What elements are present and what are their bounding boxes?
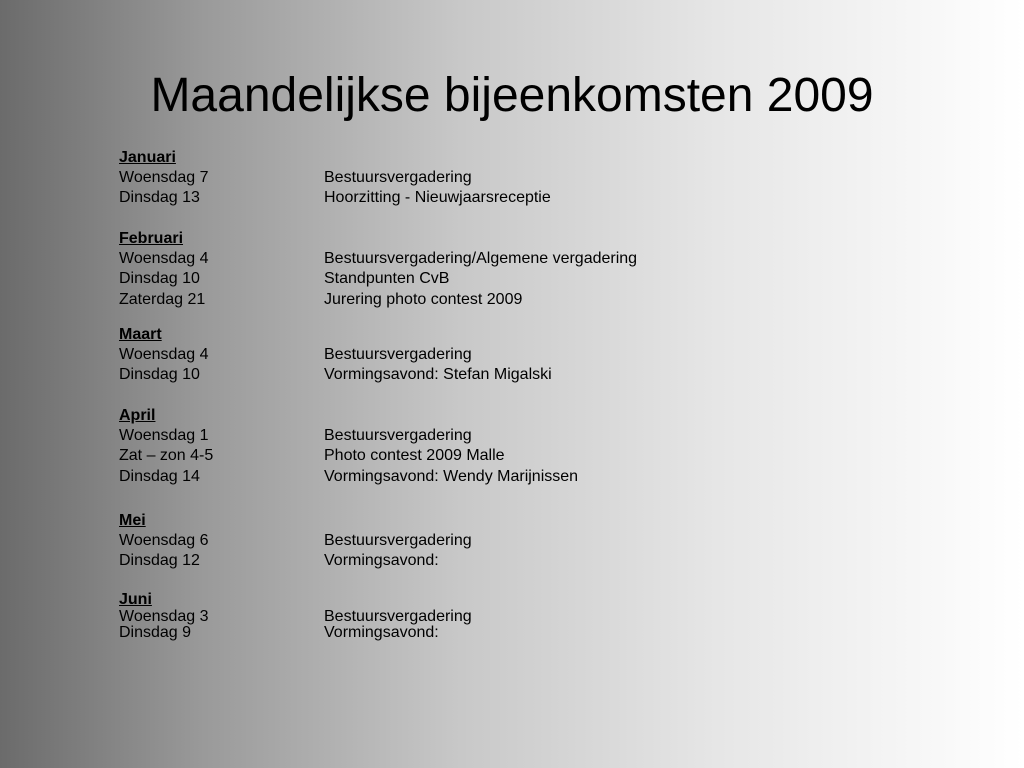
spacer [119,310,819,324]
entry-event: Bestuursvergadering/Algemene vergadering [324,249,638,267]
entry-event: Jurering photo contest 2009 [324,290,523,308]
entry-date: Woensdag 6 [119,531,209,549]
schedule-row [119,531,819,551]
schedule-row [119,467,819,487]
entry-event: Bestuursvergadering [324,426,472,444]
month-heading-april: April [119,406,156,424]
meeting-schedule [119,147,819,641]
spacer [119,386,819,405]
entry-date: Woensdag 4 [119,249,209,267]
entry-date: Zat – zon 4-5 [119,447,214,465]
schedule-row [119,269,819,289]
entry-event: Hoorzitting - Nieuwjaarsreceptie [324,189,551,207]
entry-event: Standpunten CvB [324,270,450,288]
spacer [119,572,819,591]
schedule-row [119,609,819,625]
entry-event: Vormingsavond: Stefan Migalski [324,366,552,384]
entry-date: Woensdag 4 [119,345,209,363]
entry-date: Dinsdag 10 [119,366,200,384]
schedule-row [119,365,819,385]
schedule-row [119,625,819,641]
page-title: Maandelijkse bijeenkomsten 2009 [150,69,874,122]
entry-event: Bestuursvergadering [324,169,472,186]
schedule-row [119,345,819,365]
schedule-row [119,290,819,310]
month-heading-maart: Maart [119,325,162,343]
entry-event: Vormingsavond: [324,623,439,641]
entry-event: Bestuursvergadering [324,531,472,549]
entry-event: Photo contest 2009 Malle [324,447,505,465]
entry-date: Dinsdag 12 [119,552,200,570]
entry-date: Dinsdag 10 [119,270,200,288]
entry-date: Dinsdag 13 [119,189,200,207]
schedule-row [119,551,819,571]
entry-event: Bestuursvergadering [324,345,472,363]
month-block-juni [119,591,819,641]
entry-date: Dinsdag 14 [119,467,200,485]
schedule-row [119,426,819,446]
entry-event: Bestuursvergadering [324,607,472,625]
month-heading-januari: Januari [119,149,176,166]
month-heading-mei: Mei [119,511,146,529]
spacer [119,209,819,228]
entry-date: Zaterdag 21 [119,290,206,308]
entry-event: Vormingsavond: [324,552,439,570]
entry-date: Woensdag 3 [119,607,209,625]
schedule-row [119,446,819,466]
month-heading-februari: Februari [119,229,184,247]
schedule-row [119,168,819,188]
entry-date: Woensdag 7 [119,169,209,186]
entry-event: Vormingsavond: Wendy Marijnissen [324,467,579,485]
spacer [119,487,819,510]
month-heading-juni: Juni [119,590,152,608]
schedule-row [119,249,819,269]
schedule-row [119,188,819,208]
entry-date: Woensdag 1 [119,426,209,444]
entry-date: Dinsdag 9 [119,623,192,641]
